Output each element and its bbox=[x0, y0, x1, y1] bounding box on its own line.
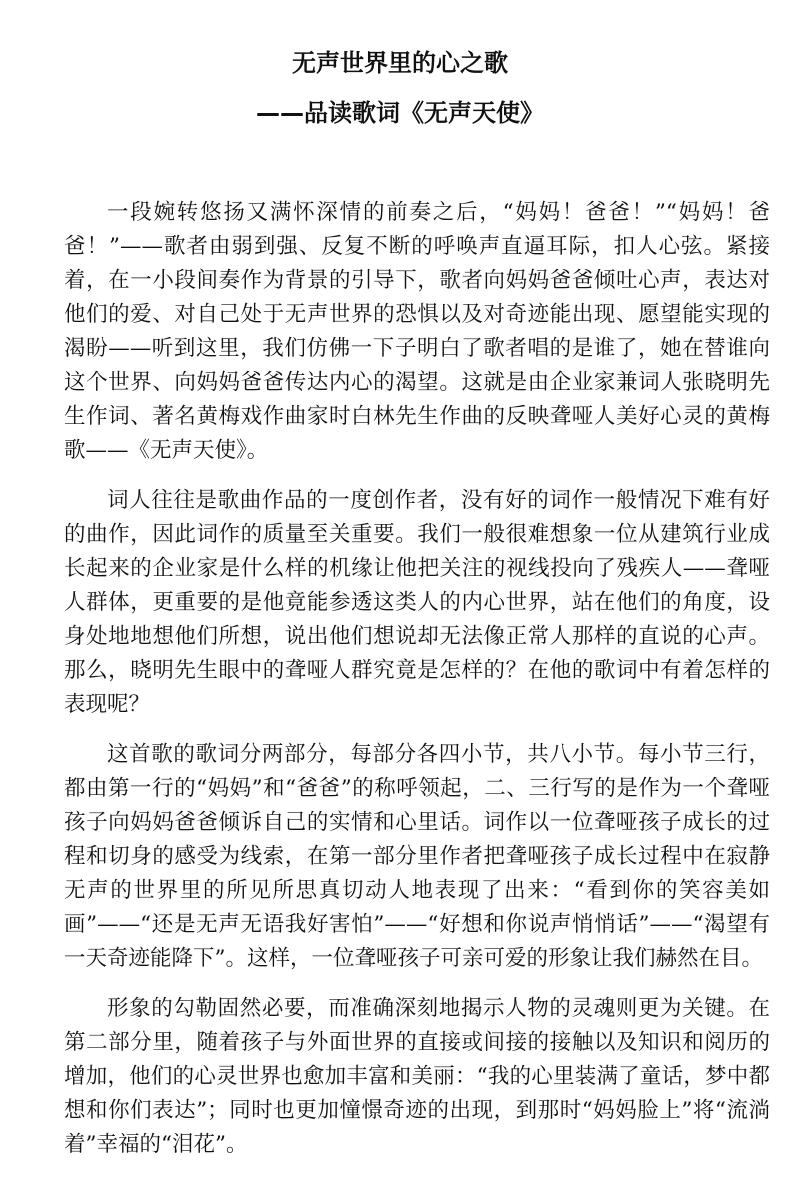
paragraph-4: 形象的勾勒固然必要，而准确深刻地揭示人物的灵魂则更为关键。在第二部分里，随着孩子与外面世界的直接或间接的接触以及知识和阅历的增加，他们的心灵世界也愈加丰富和美丽：“我的心里装满了童话，梦中都想和你们表达”；同时也更加憧憬奇迹的出现，到那时“妈妈脸上”将“流淌着”幸福的“泪花”。 bbox=[64, 996, 770, 1157]
paragraph-2: 词人往往是歌曲作品的一度创作者，没有好的词作一般情况下难有好的曲作，因此词作的质量至关重要。我们一般很难想象一位从建筑行业成长起来的企业家是什么样的机缘让他把关注的视线投向了残疾人——聋哑人群体，更重要的是他竟能参透这类人的内心世界，站在他们的角度，设身处地地想他们所想，说出他们想说却无法像正常人那样的直说的心声。那么，晓明先生眼中的聋哑人群究竟是怎样的？在他的歌词中有着怎样的表现呢？ bbox=[64, 488, 770, 717]
paragraph-3: 这首歌的歌词分两部分，每部分各四小节，共八小节。每小节三行，都由第一行的“妈妈”和“爸爸”的称呼领起，二、三行写的是作为一个聋哑孩子向妈妈爸爸倾诉自己的实情和心里话。词作以一位聋哑孩子成长的过程和切身的感受为线索，在第一部分里作者把聋哑孩子成长过程中在寂静无声的世界里的所见所思真切动人地表现了出来：“看到你的笑容美如画”——“还是无声无语我好害怕”——“好想和你说声悄悄话”——“渴望有一天奇迹能降下”。这样，一位聋哑孩子可亲可爱的形象让我们赫然在目。 bbox=[64, 742, 770, 971]
article-body bbox=[64, 196, 770, 1178]
paragraph-1: 一段婉转悠扬又满怀深情的前奏之后，“妈妈！爸爸！”“妈妈！爸爸！”——歌者由弱到强、反复不断的呼唤声直逼耳际，扣人心弦。紧接着，在一小段间奏作为背景的引导下，歌者向妈妈爸爸倾吐心声，表达对他们的爱、对自己处于无声世界的恐惧以及对奇迹能出现、愿望能实现的渴盼——听到这里，我们仿佛一下子明白了歌者唱的是谁了，她在替谁向这个世界、向妈妈爸爸传达内心的渴望。这就是由企业家兼词人张晓明先生作词、著名黄梅戏作曲家时白林先生作曲的反映聋哑人美好心灵的黄梅歌——《无声天使》。 bbox=[64, 200, 770, 463]
page-subtitle: ——品读歌词《无声天使》 bbox=[256, 99, 544, 127]
page-title: 无声世界里的心之歌 bbox=[292, 49, 508, 77]
